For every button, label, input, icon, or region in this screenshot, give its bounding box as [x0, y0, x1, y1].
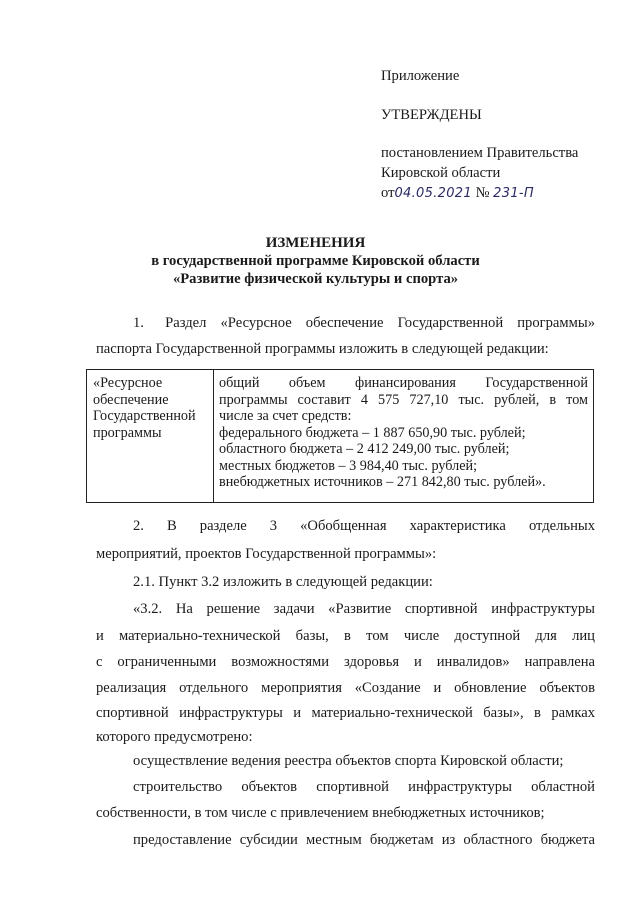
- item32-line: с ограниченными возможностями здоровья и инвалидов» направлена: [96, 654, 595, 670]
- number-prefix: №: [475, 185, 490, 201]
- right-line: внебюджетных источников – 271 842,80 тыс. рублей».: [219, 474, 546, 490]
- item32-line: и материально-технической базы, в том числе доступной для лиц: [96, 628, 595, 644]
- table-row: [87, 370, 594, 503]
- table-left-cell: [87, 370, 214, 503]
- right-line: местных бюджетов – 3 984,40 тыс. рублей;: [219, 457, 478, 474]
- right-line: программы составит 4 575 727,10 тыс. рублей, в том: [219, 391, 588, 408]
- appendix-label: Приложение: [381, 68, 460, 84]
- section2-sub: 2.1. Пункт 3.2 изложить в следующей редакции:: [133, 574, 433, 590]
- right-line: общий объем финансирования Государственной: [219, 375, 588, 391]
- bullet-3: предоставление субсидии местным бюджетам из областного бюджета: [133, 832, 595, 848]
- resources-table: [86, 369, 594, 503]
- right-line: федерального бюджета – 1 887 650,90 тыс. рублей;: [219, 424, 526, 441]
- section1-line2: паспорта Государственной программы изложить в следующей редакции:: [96, 341, 549, 357]
- bullet-2-line2: собственности, в том числе с привлечением внебюджетных источников;: [96, 805, 545, 821]
- decree-date-line: [381, 183, 621, 204]
- item32-line: реализация отдельного мероприятия «Создание и обновление объектов: [96, 680, 595, 696]
- item32-line: которого предусмотрено:: [96, 729, 253, 745]
- section2-line2: мероприятий, проектов Государственной программы»:: [96, 546, 437, 562]
- decree-line-1: постановлением Правительства: [381, 145, 579, 161]
- item32-line: спортивной инфраструктуры и материально-технической базы», в рамках: [96, 705, 595, 721]
- handwritten-number: 231-П: [493, 186, 534, 201]
- approval-block: [381, 66, 621, 204]
- bullet-2-line1: строительство объектов спортивной инфраструктуры областной: [133, 779, 595, 795]
- date-prefix: от: [381, 185, 395, 201]
- bullet-1: осуществление ведения реестра объектов спорта Кировской области;: [133, 753, 564, 769]
- document-title: ИЗМЕНЕНИЯ: [265, 235, 366, 251]
- left-line: обеспечение: [93, 391, 169, 408]
- approved-label: УТВЕРЖДЕНЫ: [381, 107, 482, 123]
- section2-line1: 2. В разделе 3 «Обобщенная характеристика отдельных: [133, 518, 595, 534]
- table-right-cell: [214, 370, 594, 503]
- left-line: программы: [93, 424, 162, 441]
- handwritten-date: 04.05.2021: [394, 186, 472, 201]
- section1-line1: 1. Раздел «Ресурсное обеспечение Государственной программы»: [133, 315, 595, 331]
- document-subtitle-1: в государственной программе Кировской области: [151, 253, 480, 269]
- decree-line-2: Кировской области: [381, 165, 501, 181]
- left-line: «Ресурсное: [93, 375, 163, 391]
- right-line: областного бюджета – 2 412 249,00 тыс. рублей;: [219, 441, 510, 457]
- item32-line: «3.2. На решение задачи «Развитие спортивной инфраструктуры: [133, 601, 595, 617]
- document-subtitle-2: «Развитие физической культуры и спорта»: [172, 271, 459, 287]
- left-line: Государственной: [93, 408, 196, 424]
- right-line: числе за счет средств:: [219, 408, 352, 424]
